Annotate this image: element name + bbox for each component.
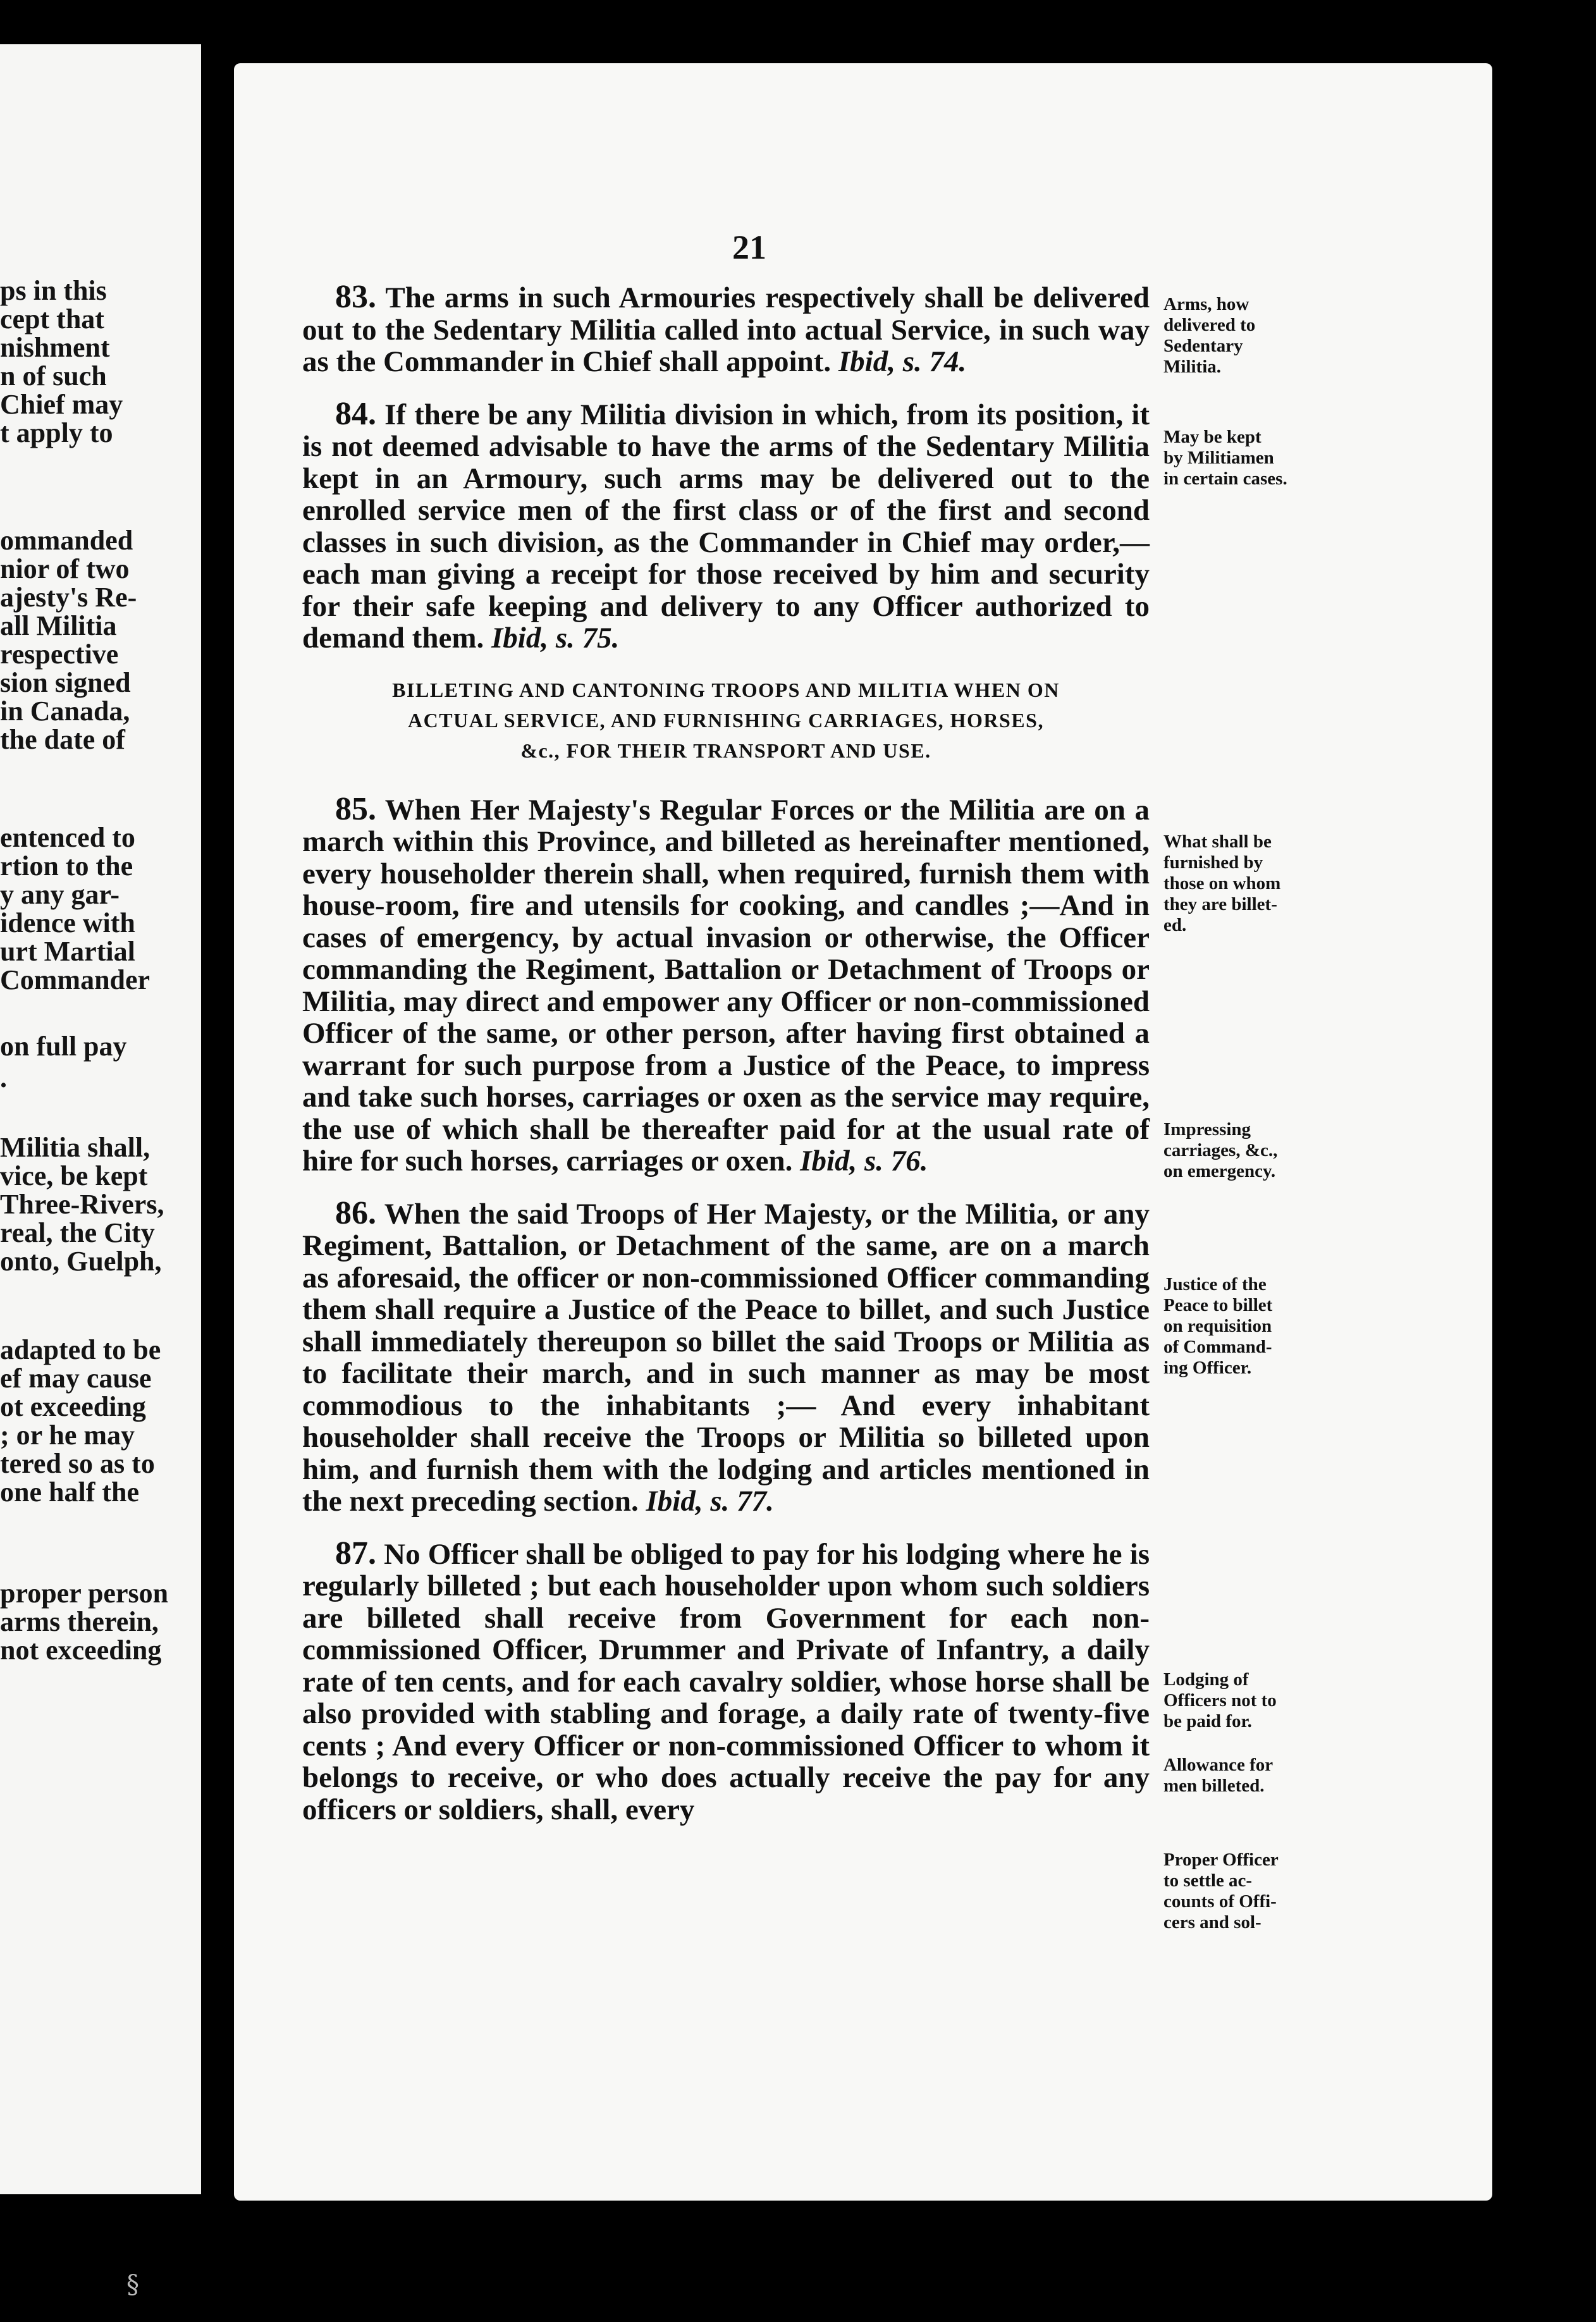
- left-page-text-fragment: ot exceeding: [0, 1391, 146, 1422]
- margin-note-line: Proper Officer: [1163, 1850, 1279, 1870]
- section-citation: Ibid, s. 75.: [491, 622, 620, 654]
- main-text-column: [302, 281, 1150, 1846]
- left-page-text-fragment: urt Martial: [0, 936, 135, 967]
- margin-note-line: men billeted.: [1163, 1776, 1265, 1796]
- left-page-text-fragment: t apply to: [0, 417, 113, 448]
- margin-note-line: Allowance for: [1163, 1755, 1274, 1775]
- margin-note: [1163, 1755, 1322, 1797]
- left-page-text-fragment: ; or he may: [0, 1420, 135, 1451]
- margin-note-line: What shall be: [1163, 832, 1272, 852]
- left-page-text-fragment: Commander: [0, 964, 150, 995]
- margin-note-line: to settle ac-: [1163, 1870, 1253, 1891]
- heading-line: &c., FOR THEIR TRANSPORT AND USE.: [520, 739, 931, 762]
- margin-note-line: cers and sol-: [1163, 1912, 1261, 1932]
- margin-note-line: Peace to billet: [1163, 1295, 1273, 1315]
- left-page-text-fragment: all Militia: [0, 610, 117, 641]
- left-page-text-fragment: cept that: [0, 304, 104, 335]
- margin-note: [1163, 294, 1322, 378]
- section-citation: Ibid, s. 76.: [800, 1145, 928, 1177]
- section-number: 87.: [335, 1535, 376, 1571]
- heading-line: ACTUAL SERVICE, AND FURNISHING CARRIAGES, HORSES,: [408, 708, 1044, 732]
- margin-note: [1163, 832, 1322, 936]
- section-84: [302, 395, 1150, 654]
- margin-note: [1163, 1850, 1322, 1933]
- section-citation: Ibid, s. 74.: [838, 345, 967, 378]
- margin-note-line: carriages, &c.,: [1163, 1140, 1278, 1160]
- section-86: [302, 1195, 1150, 1518]
- left-page-text-fragment: adapted to be: [0, 1334, 161, 1365]
- left-page-text-fragment: vice, be kept: [0, 1160, 148, 1191]
- left-page-text-fragment: nishment: [0, 332, 110, 363]
- left-page-text-fragment: idence with: [0, 907, 135, 938]
- margin-note-line: be paid for.: [1163, 1711, 1252, 1731]
- section-number: 83.: [335, 279, 376, 315]
- left-page-text-fragment: the date of: [0, 724, 125, 755]
- margin-note-line: Officers not to: [1163, 1690, 1277, 1711]
- margin-note-line: those on whom: [1163, 873, 1281, 894]
- document-page: [234, 63, 1492, 2201]
- margin-note-line: Justice of the: [1163, 1274, 1267, 1294]
- left-page-text-fragment: sion signed: [0, 667, 131, 698]
- section-text: No Officer shall be obliged to pay for his lodging where he is regularly billeted ; but each householder upon whom such soldiers are billeted shall receive from Government for each non-commissioned Officer, Drummer and Private of Infantry, a daily rate of ten cents, and for each cavalry soldier, whose horse shall be also provided with stabling and forage, a daily rate of twenty-five cents ; And every Officer or non-commissioned Officer to whom it belongs to receive, or who does actually receive the pay for any officers or soldiers, shall, every: [302, 1537, 1150, 1826]
- heading-line: BILLETING AND CANTONING TROOPS AND MILITIA WHEN ON: [392, 678, 1060, 701]
- margin-note-line: furnished by: [1163, 852, 1263, 873]
- left-page-text-fragment: nior of two: [0, 553, 130, 584]
- margin-note-line: on requisition: [1163, 1316, 1272, 1336]
- left-page-text-fragment: on full pay: [0, 1031, 127, 1062]
- left-page-text-fragment: ommanded: [0, 525, 133, 556]
- left-page-text-fragment: Militia shall,: [0, 1132, 150, 1163]
- left-page-text-fragment: ajesty's Re-: [0, 582, 137, 613]
- left-page-text-fragment: tered so as to: [0, 1448, 155, 1479]
- left-page-text-fragment: arms therein,: [0, 1606, 159, 1637]
- section-number: 85.: [335, 790, 376, 827]
- margin-note: [1163, 427, 1322, 489]
- scan-speck: §: [126, 2270, 139, 2299]
- left-page-text-fragment: rtion to the: [0, 851, 133, 882]
- page-number: 21: [732, 228, 766, 266]
- margin-note-line: Lodging of: [1163, 1669, 1249, 1690]
- section-85: [302, 790, 1150, 1177]
- margin-note-line: Sedentary: [1163, 336, 1243, 356]
- left-page-text-fragment: .: [0, 1062, 7, 1093]
- left-page-text-fragment: Three-Rivers,: [0, 1189, 164, 1220]
- left-page-text-fragment: ef may cause: [0, 1363, 152, 1394]
- margin-note: [1163, 1119, 1322, 1182]
- section-citation: Ibid, s. 77.: [646, 1485, 774, 1518]
- left-page-text-fragment: not exceeding: [0, 1635, 162, 1666]
- margin-note-line: Impressing: [1163, 1119, 1251, 1140]
- margin-note-line: by Militiamen: [1163, 448, 1274, 468]
- margin-note-line: Militia.: [1163, 357, 1222, 377]
- margin-note-line: on emergency.: [1163, 1161, 1276, 1181]
- margin-note-line: counts of Offi-: [1163, 1891, 1277, 1912]
- margin-note-line: in certain cases.: [1163, 469, 1287, 489]
- left-page-text-fragment: in Canada,: [0, 696, 130, 727]
- section-87: [302, 1535, 1150, 1826]
- margin-note-line: May be kept: [1163, 427, 1261, 447]
- section-text: The arms in such Armouries respectively shall be delivered out to the Sedentary Militia called into actual Service, in such way as the Commander in Chief shall appoint.: [302, 281, 1150, 378]
- left-page-text-fragment: one half the: [0, 1477, 139, 1508]
- left-page-text-fragment: Chief may: [0, 389, 123, 420]
- margin-note-line: ing Officer.: [1163, 1358, 1252, 1378]
- margin-note: [1163, 1274, 1322, 1379]
- left-page-text-fragment: y any gar-: [0, 879, 120, 910]
- left-page-text-fragment: respective: [0, 639, 119, 670]
- section-text: If there be any Militia division in which, from its position, it is not deemed advisable to have the arms of the Sedentary Militia kept in an Armoury, such arms may be delivered out to the enrolled service men of the first class or of the first and second classes in such division, as the Commander in Chief may order,—each man giving a receipt for those received by him and security for their safe keeping and delivery to any Officer authorized to demand them.: [302, 398, 1150, 654]
- margin-note-line: they are billet-: [1163, 894, 1277, 914]
- section-number: 86.: [335, 1195, 376, 1231]
- left-page-text-fragment: ps in this: [0, 275, 107, 306]
- section-heading: [302, 675, 1150, 766]
- margin-note-line: delivered to: [1163, 315, 1256, 335]
- left-page-text-fragment: entenced to: [0, 822, 135, 853]
- section-83: [302, 281, 1150, 378]
- margin-note-line: of Command-: [1163, 1337, 1272, 1357]
- left-page-text-fragment: proper person: [0, 1578, 169, 1609]
- left-page-text-fragment: n of such: [0, 360, 107, 391]
- margin-note: [1163, 1669, 1322, 1732]
- margin-note-line: Arms, how: [1163, 294, 1249, 314]
- previous-page-fragment: [0, 44, 201, 2194]
- section-text: When the said Troops of Her Majesty, or the Militia, or any Regiment, Battalion, or Detachment of the same, are on a march as aforesaid, the officer or non-commissioned Officer commanding them shall require a Justice of the Peace to billet, and such Justice shall immediately thereupon so billet the said Troops or Militia as to facilitate their march, and in such manner as may be most commodious to the inhabitants ;— And every inhabitant householder shall receive the Troops or Militia so billeted upon him, and furnish them with the lodging and articles mentioned in the next preceding section.: [302, 1197, 1150, 1518]
- margin-note-line: ed.: [1163, 915, 1187, 935]
- section-text: When Her Majesty's Regular Forces or the Militia are on a march within this Province, and billeted as hereinafter mentioned, every householder therein shall, when required, furnish them with house-room, fire and utensils for cooking, and candles ;—And in cases of emergency, by actual invasion or otherwise, the Officer commanding the Regiment, Battalion or Detachment of Troops or Militia, may direct and empower any Officer or non-commissioned Officer of the same, or other person, after having first obtained a warrant for such purpose from a Justice of the Peace, to impress and take such horses, carriages or oxen as the service may require, the use of which shall be thereafter paid for at the usual rate of hire for such horses, carriages or oxen.: [302, 793, 1150, 1177]
- left-page-text-fragment: real, the City: [0, 1217, 155, 1248]
- section-number: 84.: [335, 395, 376, 432]
- left-page-text-fragment: onto, Guelph,: [0, 1246, 162, 1277]
